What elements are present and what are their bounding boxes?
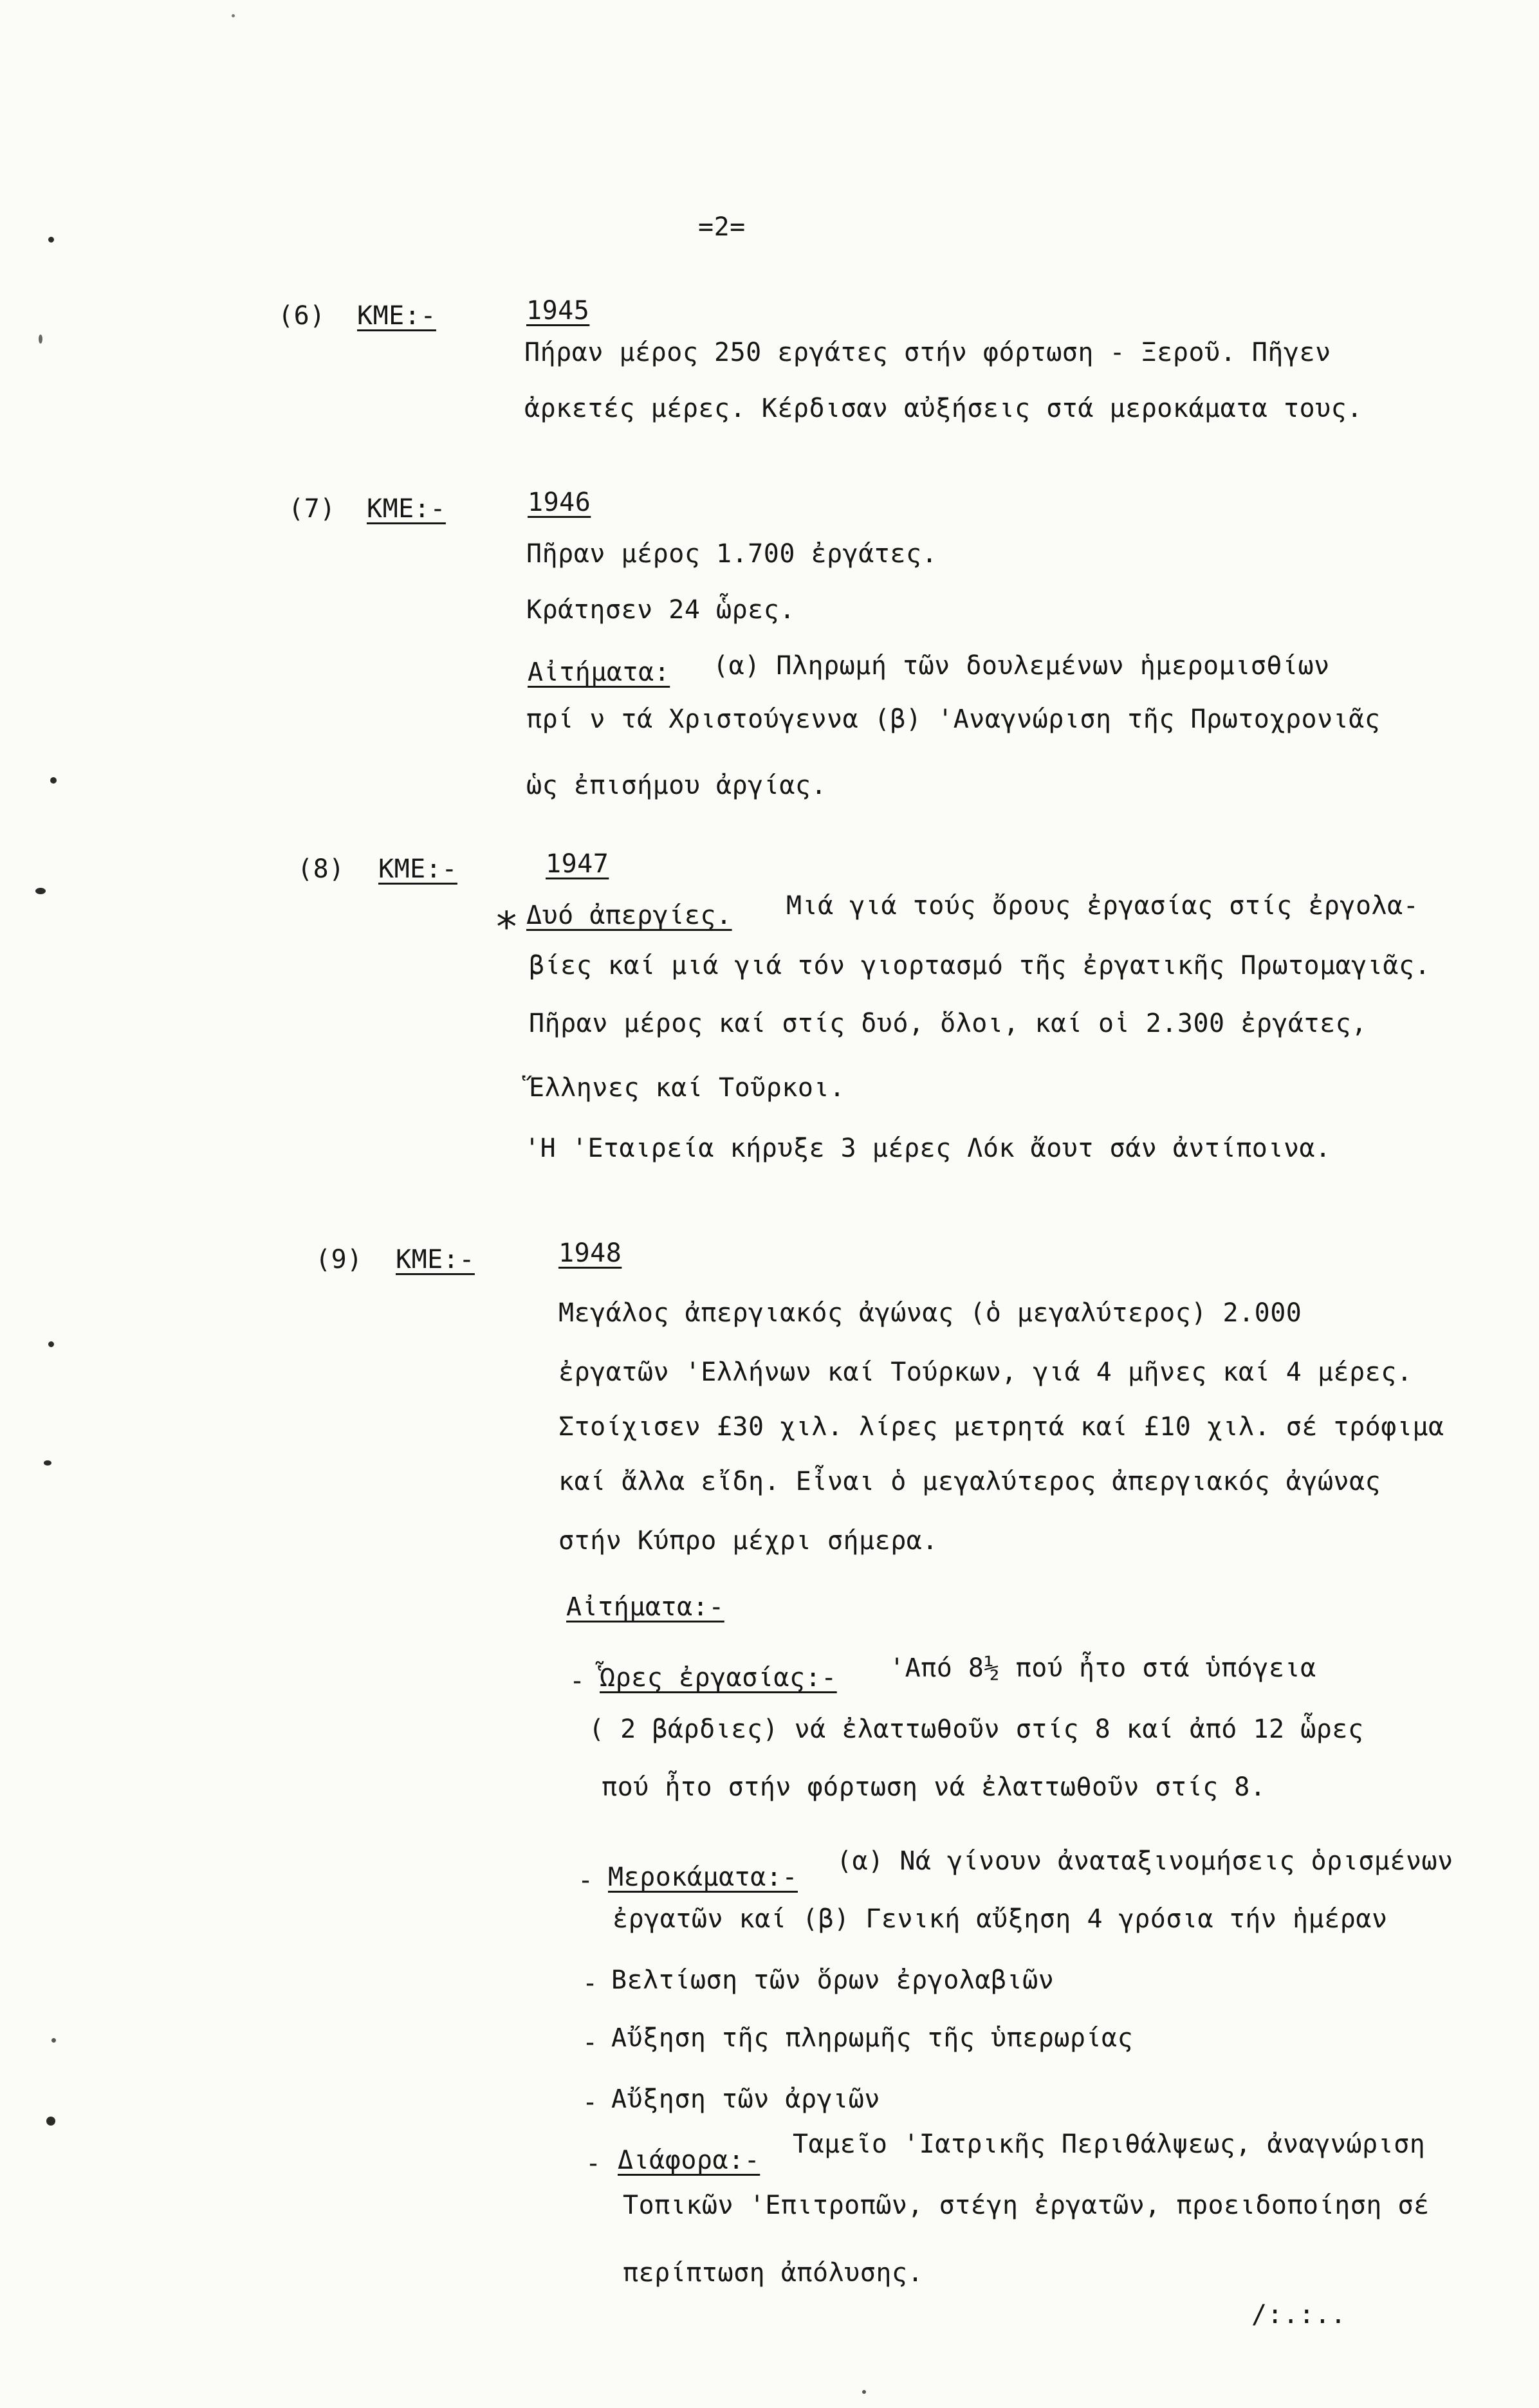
scan-speck <box>46 2117 55 2126</box>
entry-line: (α) Νά γίνουν ἀναταξινομήσεις ὁρισμένων <box>836 1846 1453 1876</box>
entry-line: πού ἦτο στήν φόρτωση νά ἐλαττωθοῦν στίς 8. <box>602 1772 1266 1802</box>
item-dash: - <box>578 1866 594 1895</box>
entry-label: (6) <box>278 301 326 331</box>
misc-label: Διάφορα:- <box>618 2146 760 2175</box>
entry-org: ΚΜΕ:- <box>378 854 457 884</box>
scan-speck <box>48 1341 54 1347</box>
entry-org: ΚΜΕ:- <box>367 494 446 524</box>
entry-line: πρί ν τά Χριστούγεννα (β) 'Αναγνώριση τῆς Πρωτοχρονιᾶς <box>526 704 1381 734</box>
entry-line: (α) Πληρωμή τῶν δουλεμένων ἡμερομισθίων <box>713 651 1330 681</box>
scan-speck <box>48 237 54 243</box>
entry-line: Πῆραν μέρος καί στίς δυό, ὅλοι, καί οἱ 2.300 ἐργάτες, <box>529 1009 1367 1038</box>
entry-line: ἀρκετές μέρες. Κέρδισαν αὐξήσεις στά μεροκάματα τους. <box>524 394 1363 423</box>
page-number: =2= <box>698 212 746 242</box>
entry-line: Μεγάλος ἀπεργιακός ἀγώνας (ὁ μεγαλύτερος) 2.000 <box>558 1298 1302 1328</box>
item-dash: - <box>585 2149 602 2178</box>
entry-label: (9) <box>315 1245 363 1274</box>
entry-line: ( 2 βάρδιες) νά ἐλαττωθοῦν στίς 8 καί ἀπό 12 ὧρες <box>589 1714 1364 1744</box>
entry-line: Πῆραν μέρος 1.700 ἐργάτες. <box>526 539 938 569</box>
item-dash: - <box>569 1666 585 1696</box>
entry-org: ΚΜΕ:- <box>396 1245 475 1274</box>
entry-line: ἐργατῶν 'Ελλήνων καί Τούρκων, γιά 4 μῆνες καί 4 μέρες. <box>558 1357 1413 1387</box>
entry-line: Αὔξηση τῆς πληρωμῆς τῆς ὑπερωρίας <box>611 2023 1134 2053</box>
entry-line: περίπτωση ἀπόλυσης. <box>623 2258 924 2288</box>
entry-line: Ταμεῖο 'Ιατρικῆς Περιθάλψεως, ἀναγνώριση <box>793 2129 1426 2159</box>
strike-label: Δυό ἀπεργίες. <box>526 901 732 930</box>
entry-line: Κράτησεν 24 ὧρες. <box>526 595 795 625</box>
entry-line: ἐργατῶν καί (β) Γενική αὔξηση 4 γρόσια τήν ἡμέραν <box>613 1904 1388 1934</box>
scan-speck <box>44 1460 51 1466</box>
entry-line: Στοίχισεν £30 χιλ. λίρες μετρητά καί £10 χιλ. σέ τρόφιμα <box>558 1412 1444 1442</box>
entry-line: Βελτίωση τῶν ὅρων ἐργολαβιῶν <box>611 1965 1055 1995</box>
scan-speck <box>50 777 57 784</box>
entry-line: 'Η 'Εταιρεία κήρυξε 3 μέρες Λόκ ἄουτ σάν ἀντίποινα. <box>524 1134 1331 1163</box>
demands-label: Αἰτήματα:- <box>566 1592 724 1622</box>
scan-speck <box>51 2038 56 2043</box>
item-dash: - <box>582 1969 598 1998</box>
entry-label: (8) <box>297 854 345 884</box>
entry-line: καί ἄλλα εἴδη. Εἶναι ὁ μεγαλύτερος ἀπεργιακός ἀγώνας <box>558 1467 1381 1496</box>
entry-year: 1945 <box>526 296 590 326</box>
entry-line: Αὔξηση τῶν ἀργιῶν <box>611 2084 880 2114</box>
entry-line: Ἕλληνες καί Τοῦρκοι. <box>529 1073 845 1103</box>
entry-org: ΚΜΕ:- <box>357 301 436 331</box>
hours-label: Ὧρες ἐργασίας:- <box>600 1663 837 1693</box>
entry-line: Πήραν μέρος 250 εργάτες στήν φόρτωση - Ξεροῦ. Πῆγεν <box>524 338 1331 367</box>
entry-year: 1948 <box>558 1238 622 1268</box>
margin-asterisk: * <box>494 904 520 951</box>
entry-line: 'Από 8½ πού ἦτο στά ὑπόγεια <box>889 1653 1316 1683</box>
demands-label: Αἰτήματα: <box>528 657 670 687</box>
entry-label: (7) <box>288 494 336 524</box>
scan-speck <box>862 2390 866 2394</box>
item-dash: - <box>582 2028 598 2057</box>
scan-speck <box>39 335 42 344</box>
entry-line: στήν Κύπρο μέχρι σήμερα. <box>558 1526 938 1556</box>
scan-speck <box>232 14 235 17</box>
entry-line: ὡς ἐπισήμου ἀργίας. <box>526 771 827 800</box>
entry-line: βίες καί μιά γιά τόν γιορτασμό τῆς ἐργατικῆς Πρωτομαγιᾶς. <box>529 951 1431 980</box>
entry-year: 1947 <box>546 849 609 879</box>
entry-line: Μιά γιά τούς ὄρους ἐργασίας στίς ἐργολα- <box>786 891 1419 921</box>
item-dash: - <box>582 2088 598 2117</box>
continuation-mark: /:.:.. <box>1251 2300 1347 2330</box>
wages-label: Μεροκάματα:- <box>608 1862 798 1892</box>
scan-speck <box>35 888 46 894</box>
entry-line: Τοπικῶν 'Επιτροπῶν, στέγη ἐργατῶν, προειδοποίηση σέ <box>623 2191 1430 2220</box>
entry-year: 1946 <box>528 488 591 517</box>
